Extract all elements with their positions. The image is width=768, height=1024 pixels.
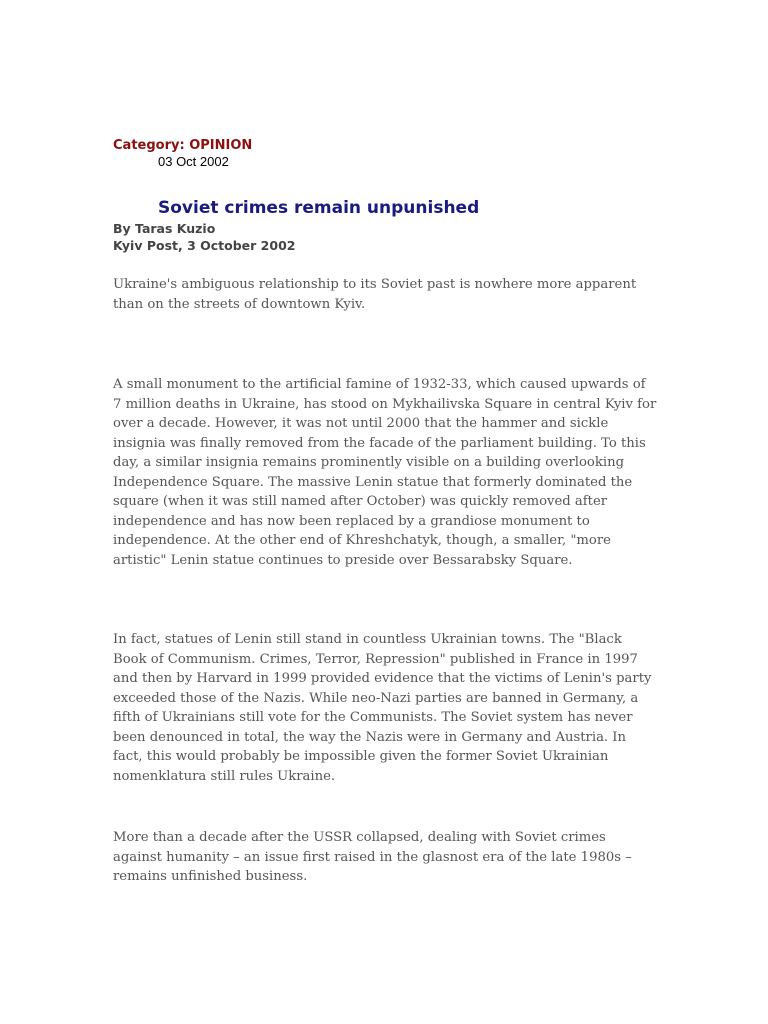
article-paragraph: Ukraine's ambiguous relationship to its Soviet past is nowhere more apparent than on the streets of downtown Kyiv. [113, 277, 637, 312]
article-paragraph: A small monument to the artificial famine of 1932-33, which caused upwards of 7 million deaths in Ukraine, has stood on Mykhailivska Square in central Kyiv for over a decade. However, it was not until 2000 that the hammer and sickle insignia was finally removed from the facade of the parliament building. To this day, a similar insignia remains prominently visible on a building overlooking Independence Square. The massive Lenin statue that formerly dominated the square (when it was still named after October) was quickly removed after independence and has now been replaced by a grandiose monument to independence. At the other end of Khreshchatyk, though, a smaller, "more artistic" Lenin statue continues to preside over Bessarabsky Square. [113, 377, 657, 568]
article-title: Soviet crimes remain unpunished [158, 198, 480, 218]
article-source: Kyiv Post, 3 October 2002 [113, 238, 296, 253]
article-paragraph: More than a decade after the USSR collapsed, dealing with Soviet crimes against humanity – an issue first raised in the glasnost era of the late 1980s – remains unfinished business. [113, 830, 632, 884]
article-author: By Taras Kuzio [113, 221, 216, 236]
category-label: Category: OPINION [113, 138, 253, 153]
article-paragraph: In fact, statues of Lenin still stand in countless Ukrainian towns. The "Black Book of Communism. Crimes, Terror, Repression" published in France in 1997 and then by Harvard in 1999 provided evidence that the victims of Lenin's party exceeded those of the Nazis. While neo-Nazi parties are banned in Germany, a fifth of Ukrainians still vote for the Communists. The Soviet system has never been denounced in total, the way the Nazis were in Germany and Austria. In fact, this would probably be impossible given the former Soviet Ukrainian nomenklatura still rules Ukraine. [113, 632, 652, 784]
article-date: 03 Oct 2002 [158, 154, 229, 169]
